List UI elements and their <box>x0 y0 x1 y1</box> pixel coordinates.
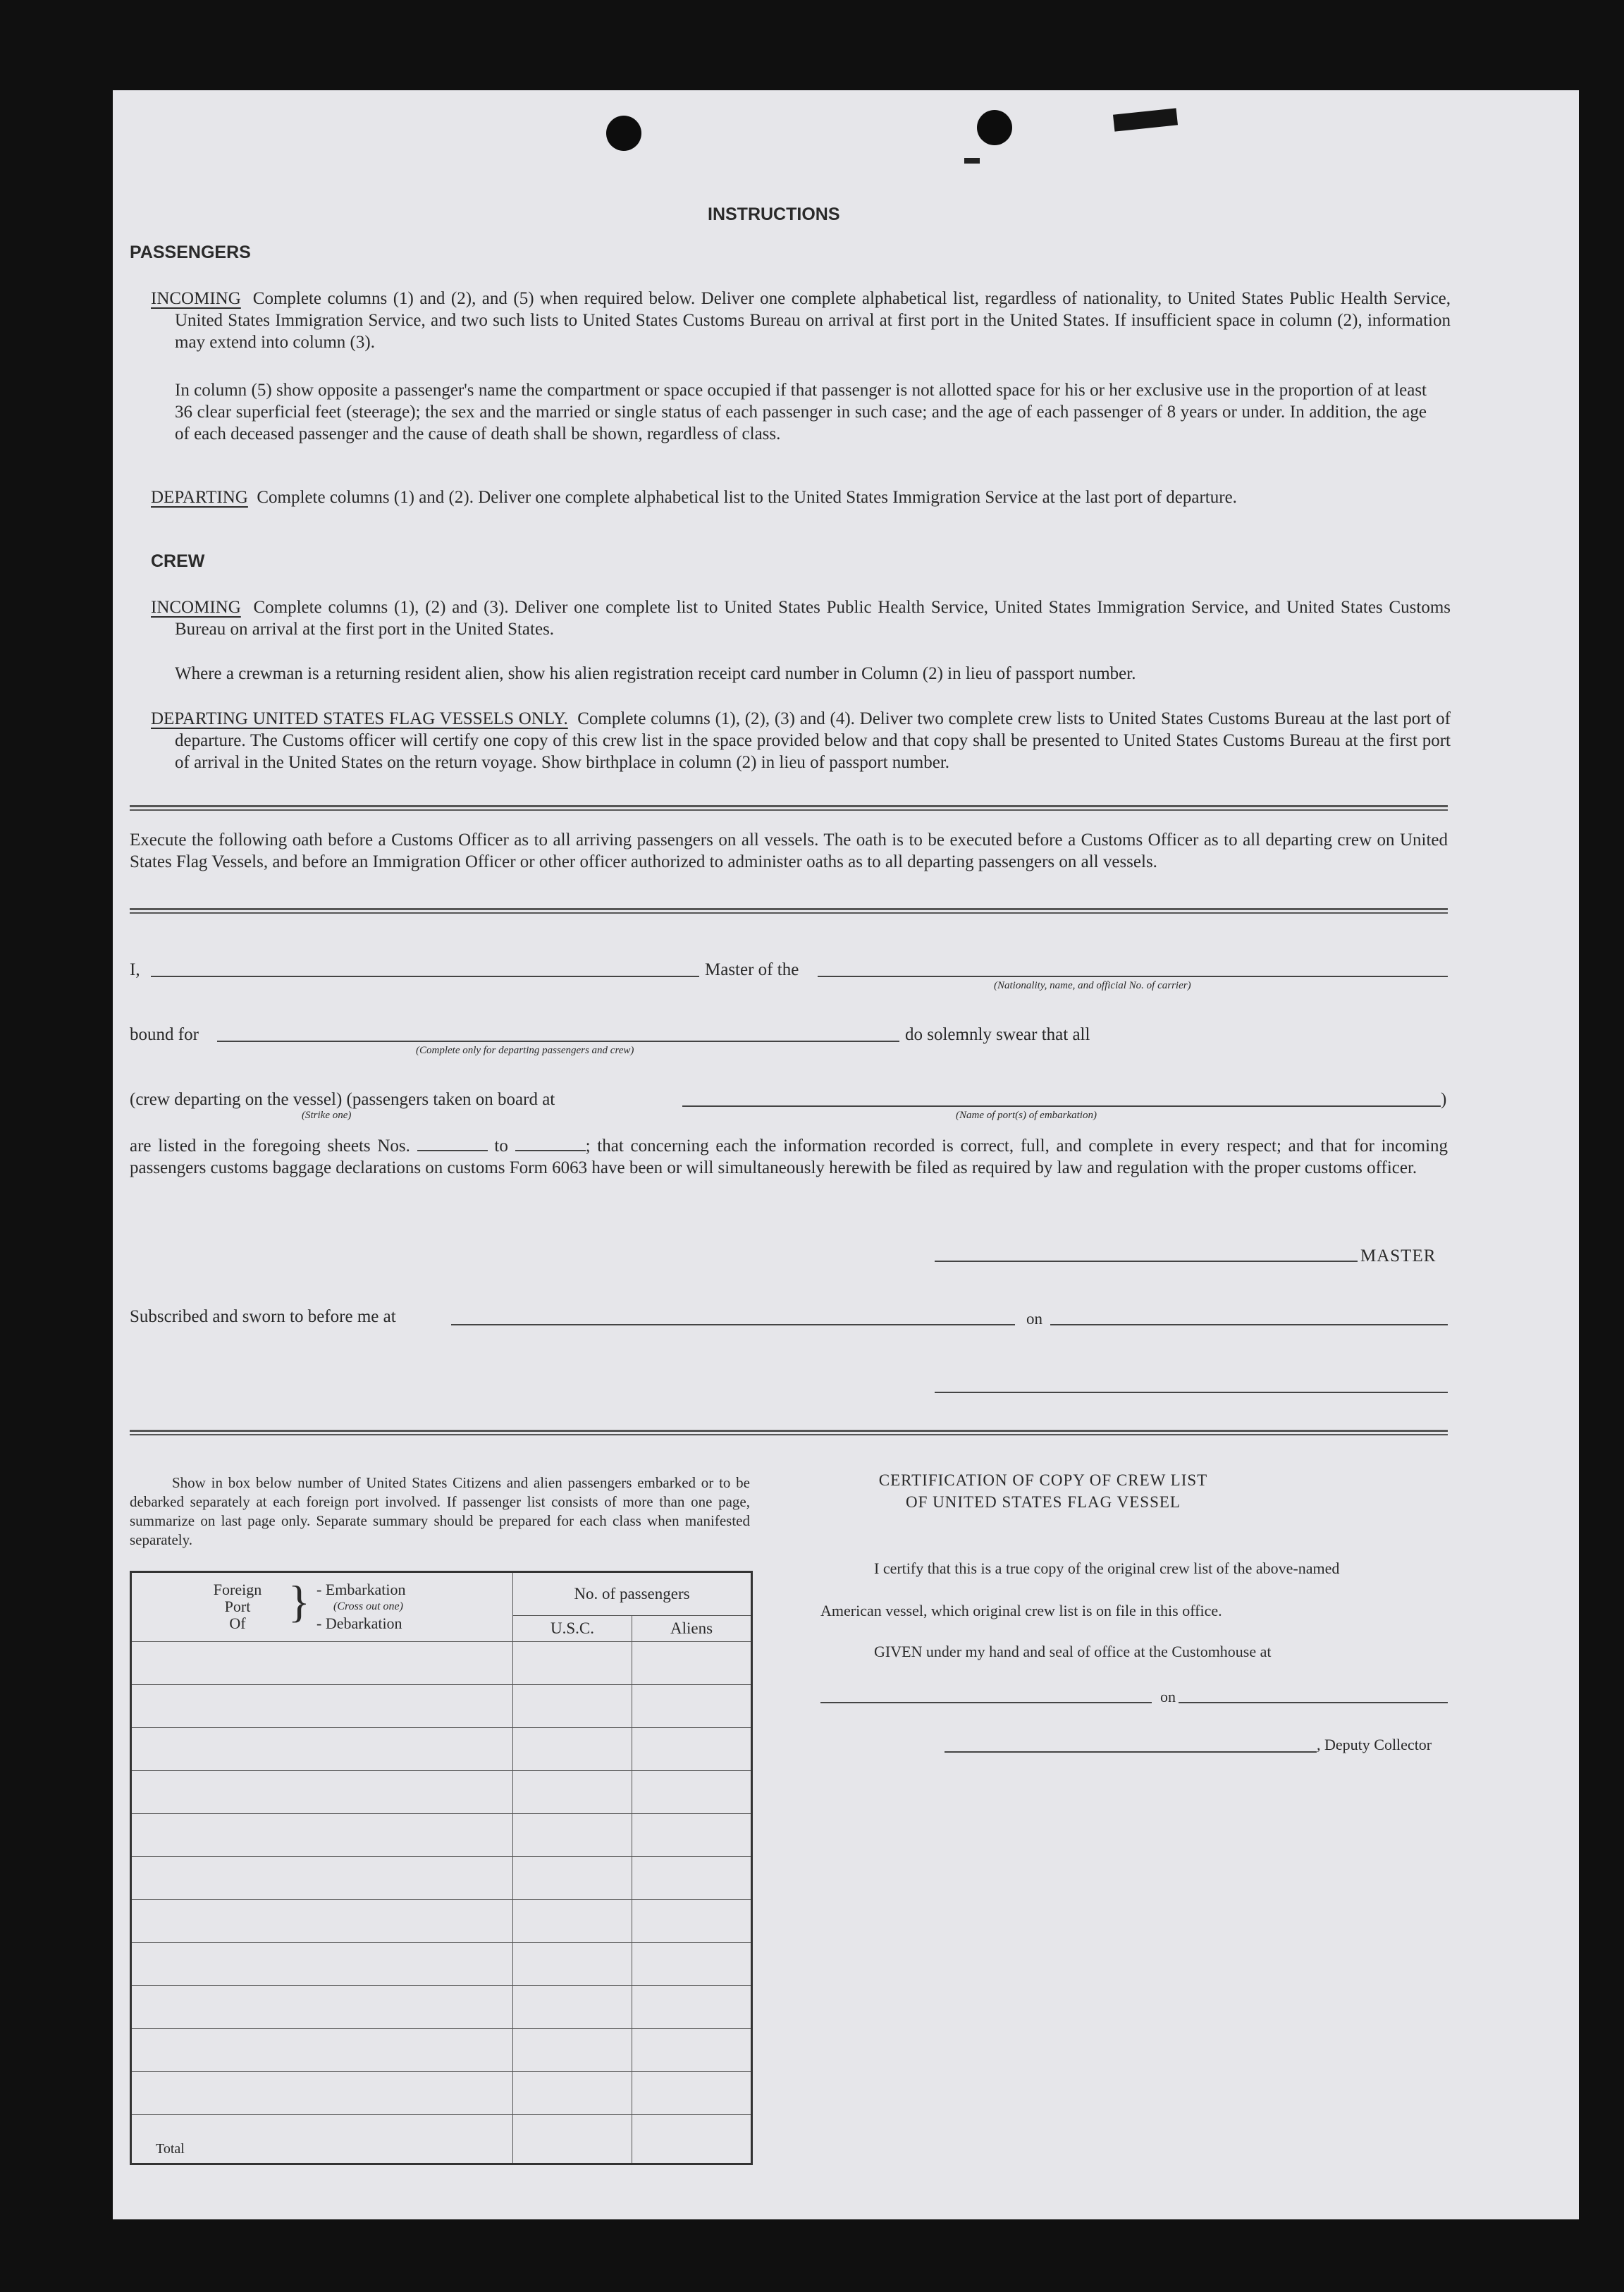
departing-label: DEPARTING <box>151 488 248 507</box>
total-usc-cell[interactable] <box>513 2115 632 2164</box>
summary-row[interactable] <box>131 1900 752 1943</box>
certification-title-line2: OF UNITED STATES FLAG VESSEL <box>906 1493 1181 1511</box>
summary-row[interactable] <box>131 1857 752 1900</box>
embarkation-label: - Embarkation <box>316 1581 406 1598</box>
carrier-caption: (Nationality, name, and official No. of carrier) <box>994 980 1191 991</box>
master-of-the-label: Master of the <box>705 960 799 979</box>
column5-paragraph: In column (5) show opposite a passenger's name the compartment or space occupied if that passenger is not allotted space for his or her exclusive use in the proportion of at least 36 clear superficial feet (steerage); the sex and the married or single status of each passenger in such case; and the age of each passenger of 8 years or under. In addition, the age of each deceased passenger and the cause of death shall be shown, regardless of class. <box>175 381 1427 443</box>
flag-vessels-label: DEPARTING UNITED STATES FLAG VESSELS ONLY. <box>151 709 568 728</box>
torn-edge-mark <box>1113 108 1178 131</box>
summary-header-row-1 <box>131 1572 752 1616</box>
sheet-to-field[interactable] <box>515 1136 586 1151</box>
oath-i-label: I, <box>130 960 140 979</box>
officer-signature-field[interactable] <box>935 1392 1448 1393</box>
carrier-field[interactable] <box>818 976 1448 977</box>
master-signature-field[interactable] <box>935 1261 1358 1262</box>
crew-heading: CREW <box>151 551 205 571</box>
summary-row[interactable] <box>131 1814 752 1857</box>
section-divider <box>130 805 1448 811</box>
of-label: Of <box>229 1614 246 1632</box>
crew-incoming-text: Complete columns (1), (2) and (3). Deliver one complete list to United States Public Health Service, United States Immigration Service, and United States Customs Bureau on arrival at the first port in the United States. <box>175 598 1451 639</box>
passengers-incoming-paragraph <box>151 288 1451 353</box>
aliens-header: Aliens <box>632 1616 752 1642</box>
summary-row[interactable] <box>131 1943 752 1986</box>
form-page <box>113 90 1579 2219</box>
foreign-port-header <box>131 1572 513 1642</box>
sworn-place-field[interactable] <box>451 1324 1015 1325</box>
cert-date-field[interactable] <box>1179 1702 1448 1703</box>
listed-text: ; that concerning each the information recorded is correct, full, and complete in every respect; and that for incoming passengers customs baggage declarations on customs Form 6063 have been or will simultaneously herewith be filed as required by law and regulation with the proper customs officer. <box>130 1136 1448 1177</box>
brace-glyph: } <box>288 1576 310 1626</box>
passenger-summary-table <box>130 1571 753 2165</box>
total-aliens-cell[interactable] <box>632 2115 752 2164</box>
crew-incoming-label: INCOMING <box>151 598 241 617</box>
bound-for-field[interactable] <box>217 1041 899 1042</box>
to-label: to <box>494 1136 508 1156</box>
port-caption: (Name of port(s) of embarkation) <box>956 1110 1097 1121</box>
summary-row[interactable] <box>131 2029 752 2072</box>
deputy-signature-field[interactable] <box>945 1751 1317 1753</box>
crew-departing-label: (crew departing on the vessel) (passengers taken on board at <box>130 1090 555 1109</box>
incoming-label: INCOMING <box>151 289 241 308</box>
ink-speck <box>964 158 980 164</box>
close-paren: ) <box>1441 1090 1447 1109</box>
sworn-on-label: on <box>1026 1310 1042 1328</box>
subscribed-label: Subscribed and sworn to before me at <box>130 1307 396 1326</box>
punch-hole-right <box>977 110 1012 145</box>
certification-title <box>818 1469 1269 1513</box>
flag-vessels-paragraph <box>151 708 1451 773</box>
oath-instructions: Execute the following oath before a Customs Officer as to all arriving passengers on all vessels. The oath is to be executed before a Customs Officer as to all departing crew on United States Flag Vessels, and before an Immigration Officer or other officer authorized to administer oaths as to all departing passengers on all vessels. <box>130 831 1448 871</box>
bound-for-caption: (Complete only for departing passengers and crew) <box>416 1045 634 1056</box>
summary-row[interactable] <box>131 1771 752 1814</box>
strike-one-caption: (Strike one) <box>302 1110 352 1121</box>
instructions-title: INSTRUCTIONS <box>708 204 840 224</box>
swear-label: do solemnly swear that all <box>905 1025 1090 1044</box>
summary-row[interactable] <box>131 1728 752 1771</box>
summary-row[interactable] <box>131 2072 752 2115</box>
embarkation-port-field[interactable] <box>682 1105 1441 1107</box>
crew-incoming-paragraph <box>151 596 1451 640</box>
total-label: Total <box>131 2115 513 2164</box>
customhouse-field[interactable] <box>820 1702 1152 1703</box>
usc-header: U.S.C. <box>513 1616 632 1642</box>
certification-title-line1: CERTIFICATION OF COPY OF CREW LIST <box>878 1471 1208 1489</box>
punch-hole-left <box>606 116 641 151</box>
given-line: GIVEN under my hand and seal of office at the Customhouse at <box>874 1643 1272 1660</box>
certify-line1: I certify that this is a true copy of the original crew list of the above-named <box>874 1559 1340 1577</box>
summary-row[interactable] <box>131 1685 752 1728</box>
sworn-date-field[interactable] <box>1050 1324 1448 1325</box>
summary-total-row <box>131 2115 752 2164</box>
foreign-label: Foreign <box>213 1581 262 1598</box>
port-label: Port <box>224 1598 251 1615</box>
passengers-departing-paragraph <box>151 486 1451 508</box>
summary-divider <box>130 1430 1448 1435</box>
summary-instructions: Show in box below number of United States Citizens and alien passengers embarked or to be debarked separately at each foreign port involved. If passenger list consists of more than one page, summarize on last page only. Separate summary should be prepared for each class when manifested separately. <box>130 1474 750 1548</box>
certify-line2: American vessel, which original crew list is on file in this office. <box>820 1602 1222 1619</box>
departing-text: Complete columns (1) and (2). Deliver one complete alphabetical list to the United States Immigration Service at the last port of departure. <box>257 488 1237 507</box>
deputy-collector-label: , Deputy Collector <box>1317 1736 1432 1753</box>
bound-for-label: bound for <box>130 1025 199 1044</box>
summary-row[interactable] <box>131 1986 752 2029</box>
listed-prefix: are listed in the foregoing sheets Nos. <box>130 1136 410 1156</box>
listed-paragraph <box>130 1135 1448 1179</box>
passengers-heading: PASSENGERS <box>130 243 251 262</box>
oath-divider <box>130 908 1448 914</box>
incoming-text: Complete columns (1) and (2), and (5) when required below. Deliver one complete alphabetical list, regardless of nationality, to United States Public Health Service, United States Immigration Service, and two such lists to United States Customs Bureau on arrival at first port in the United States. If insufficient space in column (2), information may extend into column (3). <box>175 289 1451 352</box>
cert-on-label: on <box>1160 1688 1176 1705</box>
crewman-paragraph: Where a crewman is a returning resident alien, show his alien registration receipt card number in Column (2) in lieu of passport number. <box>175 664 1136 683</box>
master-label: MASTER <box>1360 1246 1437 1265</box>
no-passengers-header: No. of passengers <box>513 1572 752 1616</box>
debarkation-label: - Debarkation <box>316 1614 402 1632</box>
master-name-field[interactable] <box>151 976 699 977</box>
summary-row[interactable] <box>131 1642 752 1685</box>
cross-out-label: (Cross out one) <box>333 1600 403 1612</box>
sheet-from-field[interactable] <box>417 1136 488 1151</box>
flag-vessels-text: Complete columns (1), (2), (3) and (4). Deliver two complete crew lists to United States Customs Bureau at the last port of departure. The Customs officer will certify one copy of this crew list in the space provided below and that copy shall be presented to United States Customs Bureau at the first port of arrival in the United States on the return voyage. Show birthplace in column (2) in lieu of passport number. <box>175 709 1451 772</box>
